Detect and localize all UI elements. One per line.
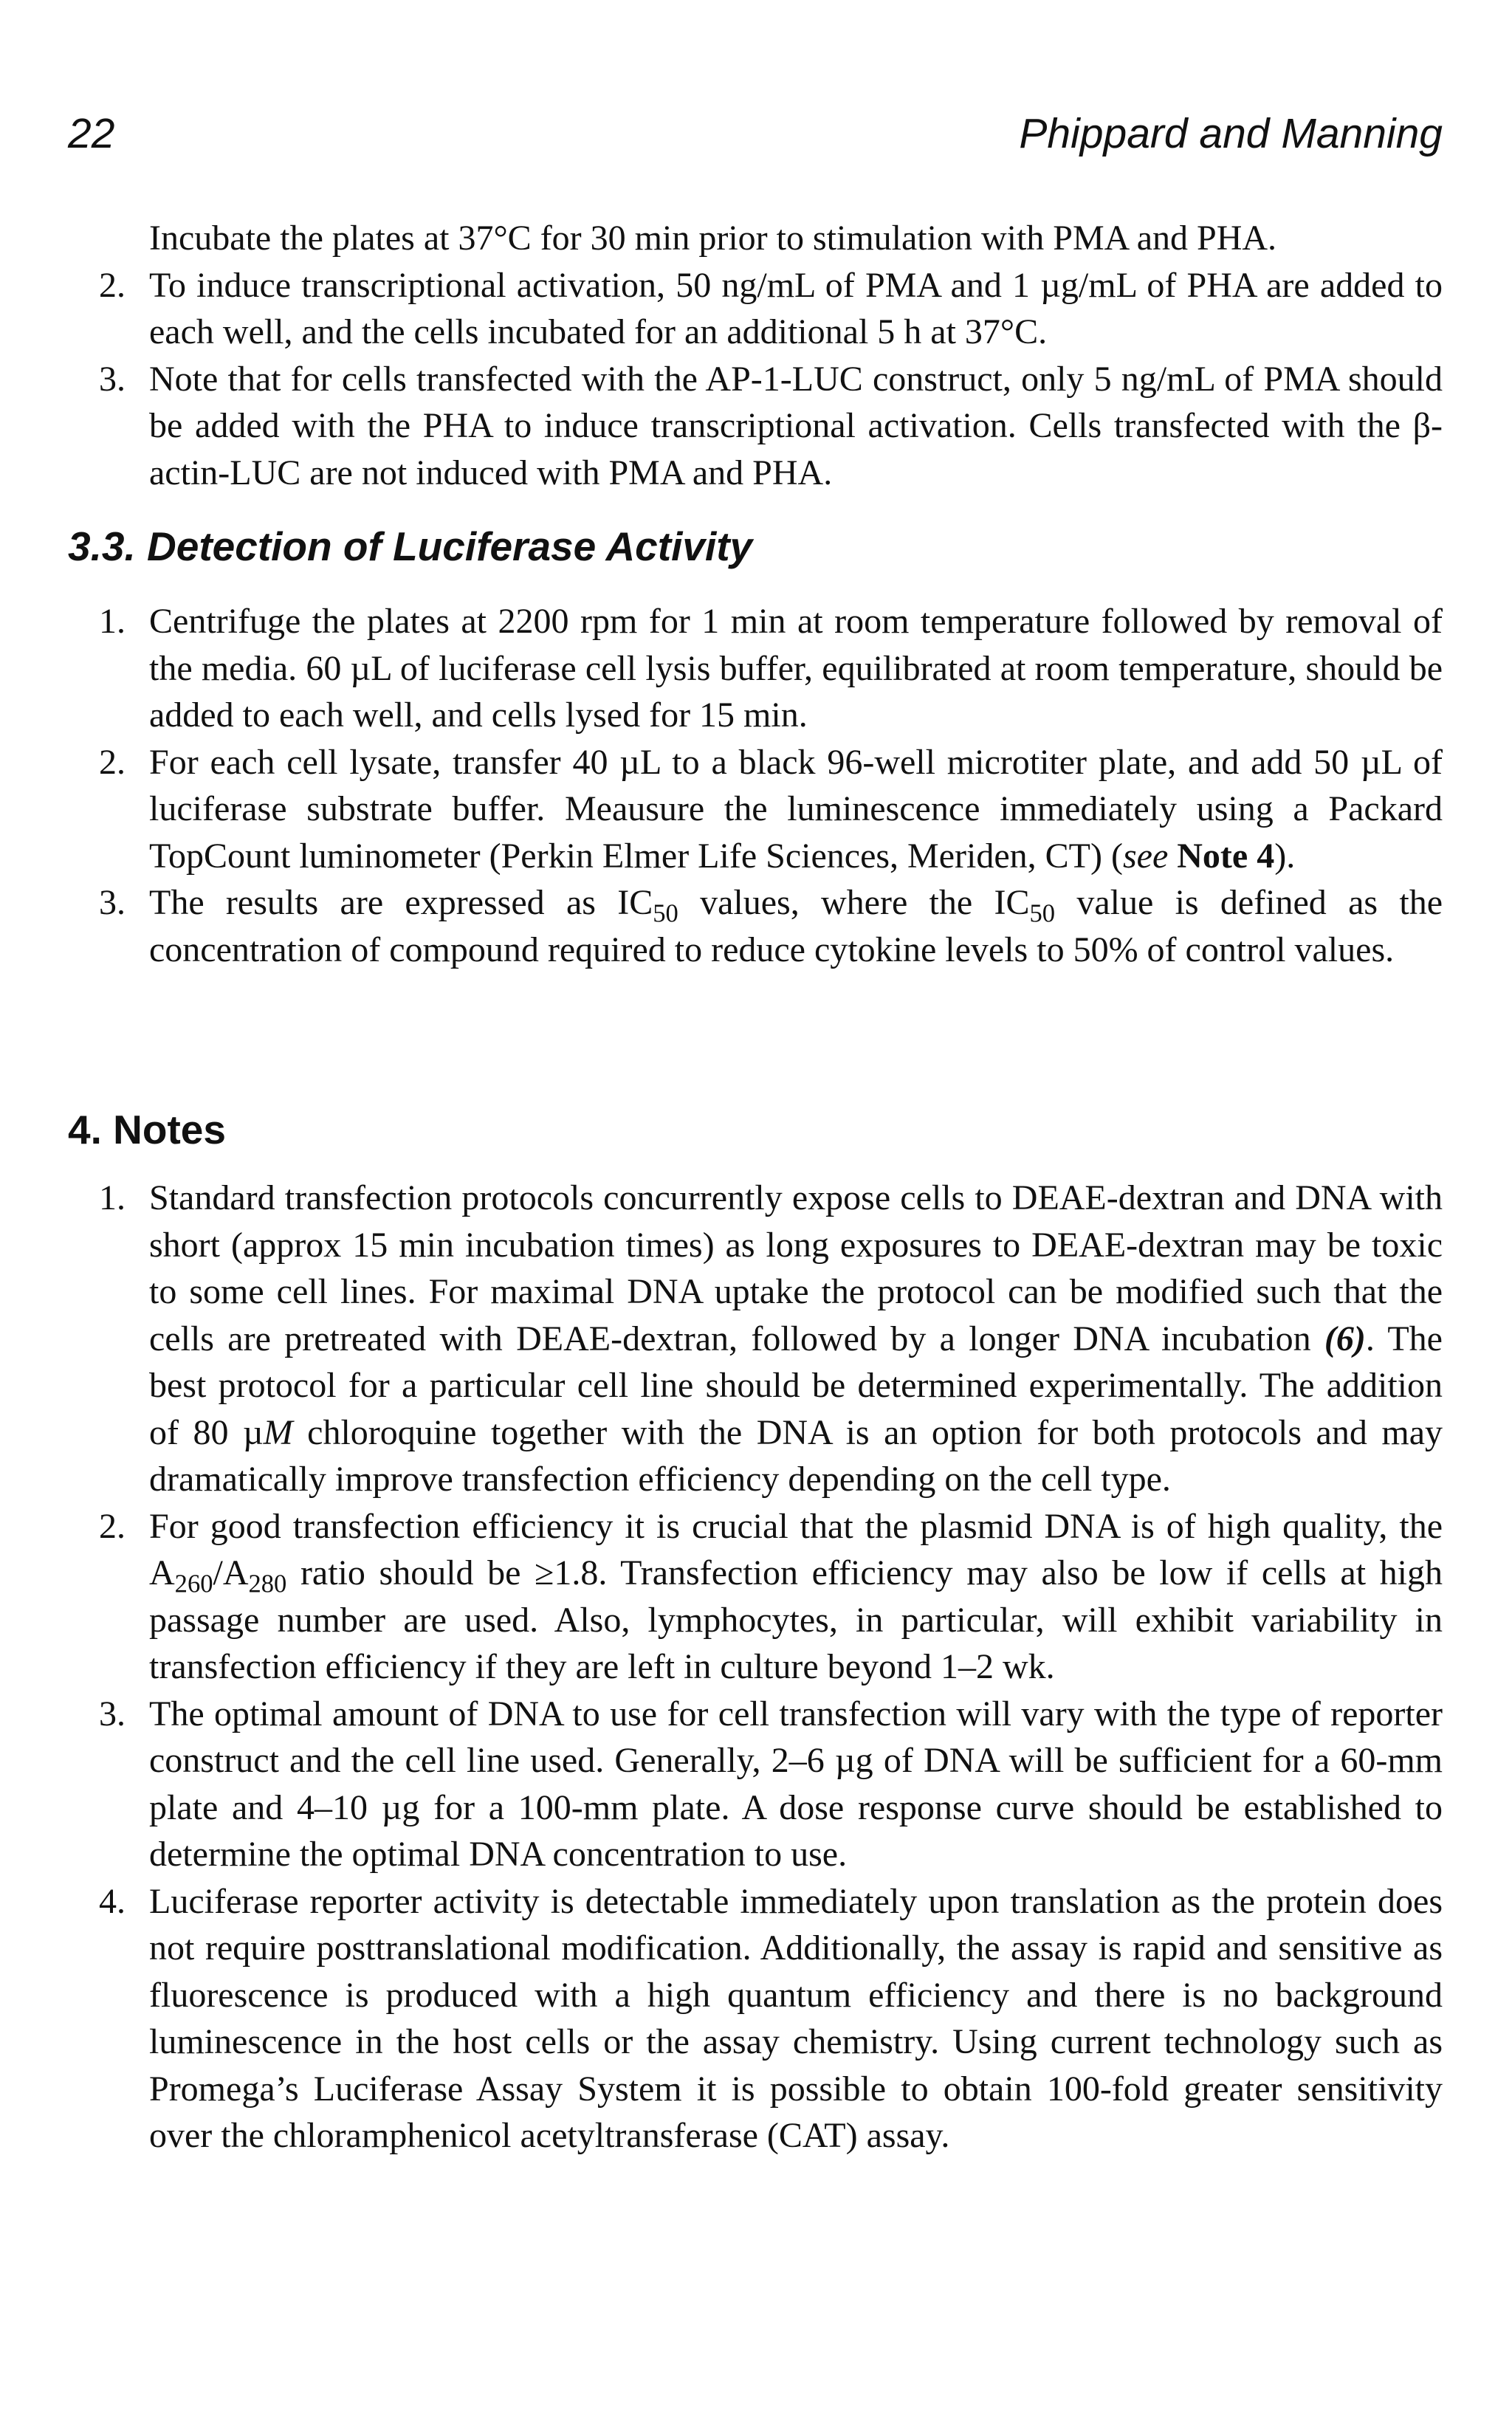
item-number: 2.	[99, 265, 126, 305]
unit-text: M	[263, 1412, 293, 1452]
item-number: 3.	[99, 359, 126, 399]
section-3-3-body	[68, 598, 1443, 973]
item-text: Centrifuge the plates at 2200 rpm for 1 min at room temperature followed by removal of the media. 60 µL of luciferase cell lysis buffer, equilibrated at room temperature, should be added to each well, and cells lysed for 15 min.	[149, 602, 1443, 735]
subscript: 260	[174, 1570, 213, 1598]
item-number: 1.	[99, 602, 126, 641]
page-number: 22	[68, 110, 115, 157]
procedure-list	[68, 598, 1443, 973]
list-item	[68, 879, 1443, 973]
procedure-list	[68, 262, 1443, 497]
see-reference: see	[1122, 836, 1169, 876]
item-text: For good transfection efficiency it is crucial that the plasmid DNA is of high quality, the A	[149, 1506, 1443, 1592]
item-number: 2.	[99, 1506, 126, 1546]
item-text: /A	[213, 1553, 249, 1592]
item-number: 3.	[99, 1694, 126, 1733]
item-number: 2.	[99, 742, 126, 782]
item-text: The results are expressed as IC	[149, 883, 653, 922]
continuation-paragraph: Incubate the plates at 37°C for 30 min prior to stimulation with PMA and PHA.	[149, 219, 1277, 258]
item-text: ratio should be ≥1.8. Transfection efficiency may also be low if cells at high passage number are used. Also, lymphocytes, in particular, will exhibit variability in transfection efficiency if they are left in culture beyond 1–2 wk.	[149, 1553, 1443, 1686]
item-text: To induce transcriptional activation, 50 ng/mL of PMA and 1 µg/mL of PHA are added to each well, and the cells incubated for an additional 5 h at 37°C.	[149, 265, 1443, 351]
citation-link[interactable]: (6)	[1324, 1319, 1366, 1358]
list-item	[68, 739, 1443, 880]
item-text: . The best protocol for a particular cell line should be determined experimentally. The addition of 80 µ	[149, 1319, 1443, 1452]
list-item	[68, 598, 1443, 739]
subscript: 50	[1029, 899, 1056, 928]
list-item	[68, 262, 1443, 356]
item-text: value is defined as the concentration of compound required to reduce cytokine levels to 50% of control values.	[149, 883, 1443, 969]
notes-list	[68, 1175, 1443, 2159]
note-item	[68, 1878, 1443, 2159]
section-3-2-continuation	[68, 215, 1443, 496]
item-text-end: ).	[1274, 836, 1296, 876]
item-number: 4.	[99, 1881, 126, 1921]
notes-body	[68, 1175, 1443, 2159]
item-text: Standard transfection protocols concurrently expose cells to DEAE-dextran and DNA with short (approx 15 min incubation times) as long exposures to DEAE-dextran may be toxic to some cell lines. For maximal DNA uptake the protocol can be modified such that the cells are pretreated with DEAE-dextran, followed by a longer DNA incubation	[149, 1178, 1443, 1358]
note-item	[68, 1503, 1443, 1691]
section-heading-3-3: 3.3. Detection of Luciferase Activity	[68, 523, 753, 569]
item-text: Luciferase reporter activity is detectable immediately upon translation as the protein does not require posttranslational modification. Additionally, the assay is rapid and sensitive as fluorescence is produced with a high quantum efficiency and there is no background luminescence in the host cells or the assay chemistry. Using current technology such as Promega’s Luciferase Assay System it is possible to obtain 100-fold greater sensitivity over the chloramphenicol acetyltransferase (CAT) assay.	[149, 1881, 1443, 2155]
note-item	[68, 1175, 1443, 1503]
section-heading-notes: 4. Notes	[68, 1107, 226, 1152]
subscript: 50	[653, 899, 678, 928]
item-number: 1.	[99, 1178, 126, 1217]
item-text: Note that for cells transfected with the AP-1-LUC construct, only 5 ng/mL of PMA should be added with the PHA to induce transcriptional activation. Cells transfected with the β-actin-LUC are not induced with PMA and PHA.	[149, 359, 1443, 492]
page-header	[68, 109, 1443, 168]
note-reference-link[interactable]: Note 4	[1177, 836, 1275, 876]
item-number: 3.	[99, 883, 126, 922]
note-item	[68, 1691, 1443, 1878]
item-text: chloroquine together with the DNA is an option for both protocols and may dramatically improve transfection efficiency depending on the cell type.	[149, 1412, 1443, 1499]
subscript: 280	[248, 1570, 287, 1598]
item-text: For each cell lysate, transfer 40 µL to a black 96-well microtiter plate, and add 50 µL of luciferase substrate buffer. Meausure the luminescence immediately using a Packard TopCount luminometer (Perkin Elmer Life Sciences, Meriden, CT) (	[149, 742, 1443, 876]
running-head: Phippard and Manning	[1019, 110, 1443, 157]
item-text: The optimal amount of DNA to use for cell transfection will vary with the type of reporter construct and the cell line used. Generally, 2–6 µg of DNA will be sufficient for a 60-mm plate and 4–10 µg for a 100-mm plate. A dose response curve should be established to determine the optimal DNA concentration to use.	[149, 1694, 1443, 1874]
item-text: values, where the IC	[678, 883, 1030, 922]
list-item	[68, 356, 1443, 497]
